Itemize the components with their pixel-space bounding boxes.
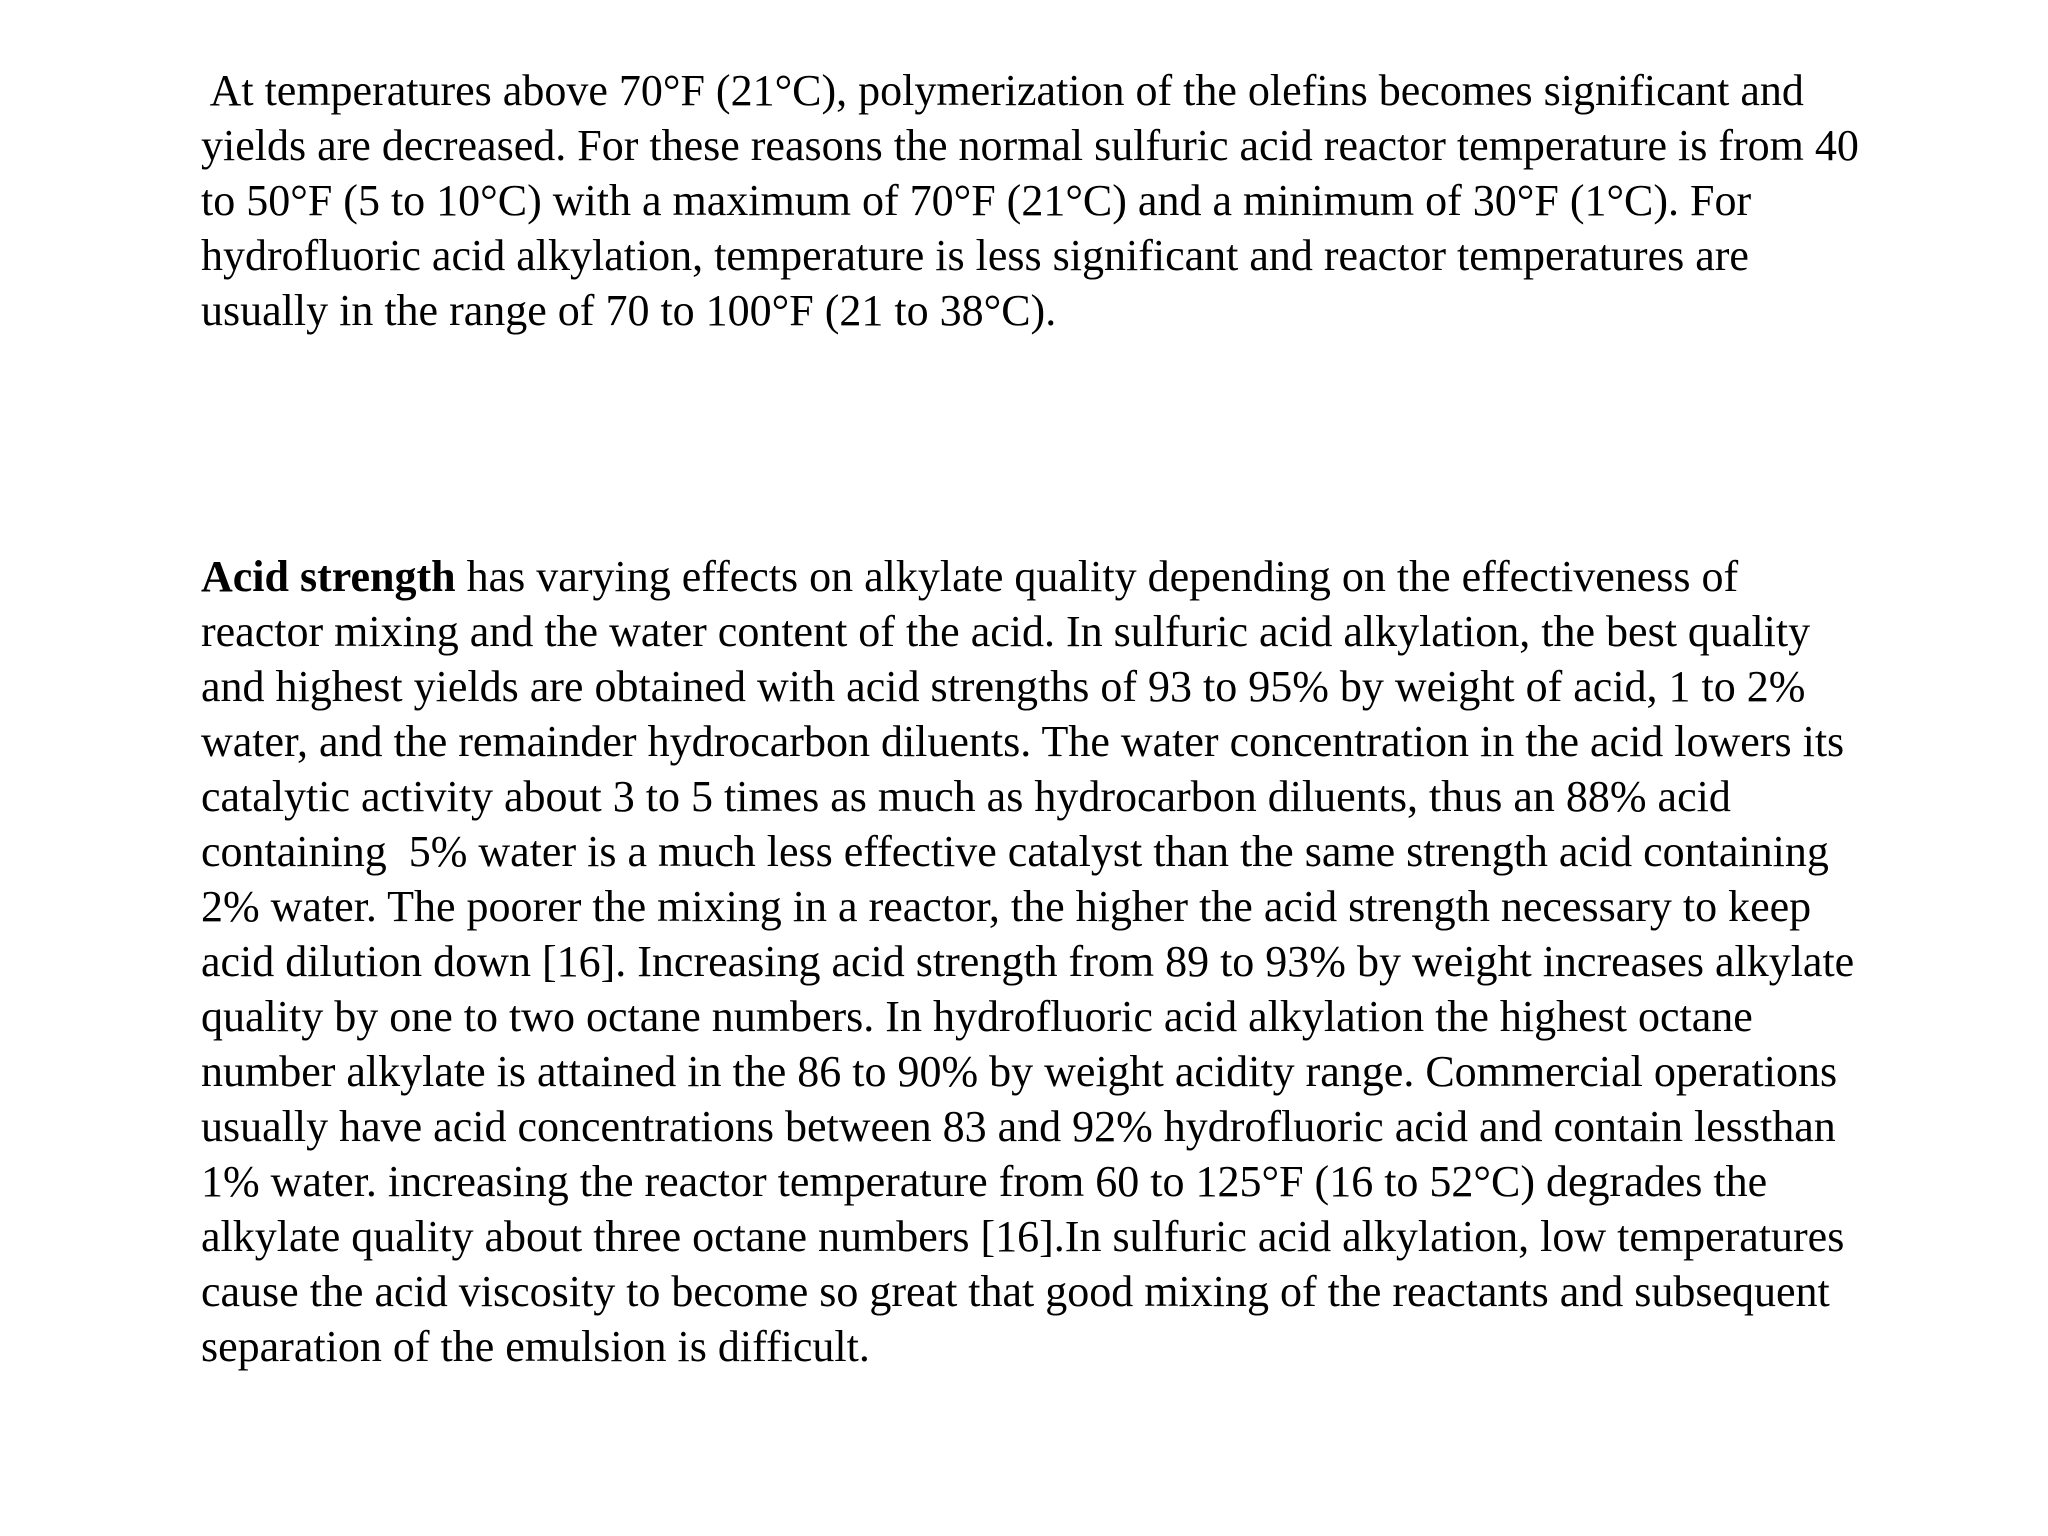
text-line: acid dilution down [16]. Increasing acid strength from 89 to 93% by weight increases alkylate	[201, 937, 1855, 986]
text-line: quality by one to two octane numbers. In hydrofluoric acid alkylation the highest octane	[201, 992, 1753, 1041]
text-line: reactor mixing and the water content of the acid. In sulfuric acid alkylation, the best quality	[201, 607, 1811, 656]
text-line: usually in the range of 70 to 100°F (21 to 38°C).	[201, 286, 1057, 335]
text-line	[201, 550, 1738, 604]
text-line: At temperatures above 70°F (21°C), polymerization of the olefins becomes significant and	[201, 66, 1804, 115]
text-line: separation of the emulsion is difficult.	[201, 1322, 870, 1371]
text-line: alkylate quality about three octane numbers [16].In sulfuric acid alkylation, low temperatures	[201, 1212, 1845, 1261]
bold-term: Acid strength	[201, 552, 456, 601]
text-line: 1% water. increasing the reactor temperature from 60 to 125°F (16 to 52°C) degrades the	[201, 1157, 1768, 1206]
text-line: and highest yields are obtained with acid strengths of 93 to 95% by weight of acid, 1 to 2%	[201, 662, 1806, 711]
text-line: containing 5% water is a much less effective catalyst than the same strength acid containing	[201, 827, 1829, 876]
text-line: cause the acid viscosity to become so great that good mixing of the reactants and subsequent	[201, 1267, 1830, 1316]
text-line: catalytic activity about 3 to 5 times as much as hydrocarbon diluents, thus an 88% acid	[201, 772, 1731, 821]
text-line: to 50°F (5 to 10°C) with a maximum of 70°F (21°C) and a minimum of 30°F (1°C). For	[201, 176, 1752, 225]
text-run: has varying effects on alkylate quality depending on the effectiveness of	[455, 552, 1739, 601]
text-line: yields are decreased. For these reasons the normal sulfuric acid reactor temperature is from 40	[201, 121, 1859, 170]
text-line: usually have acid concentrations between 83 and 92% hydrofluoric acid and contain lessthan	[201, 1102, 1836, 1151]
text-line: water, and the remainder hydrocarbon diluents. The water concentration in the acid lowers its	[201, 717, 1845, 766]
text-line: hydrofluoric acid alkylation, temperature is less significant and reactor temperatures are	[201, 231, 1749, 280]
text-line: number alkylate is attained in the 86 to 90% by weight acidity range. Commercial operations	[201, 1047, 1838, 1096]
text-line: 2% water. The poorer the mixing in a reactor, the higher the acid strength necessary to keep	[201, 882, 1812, 931]
